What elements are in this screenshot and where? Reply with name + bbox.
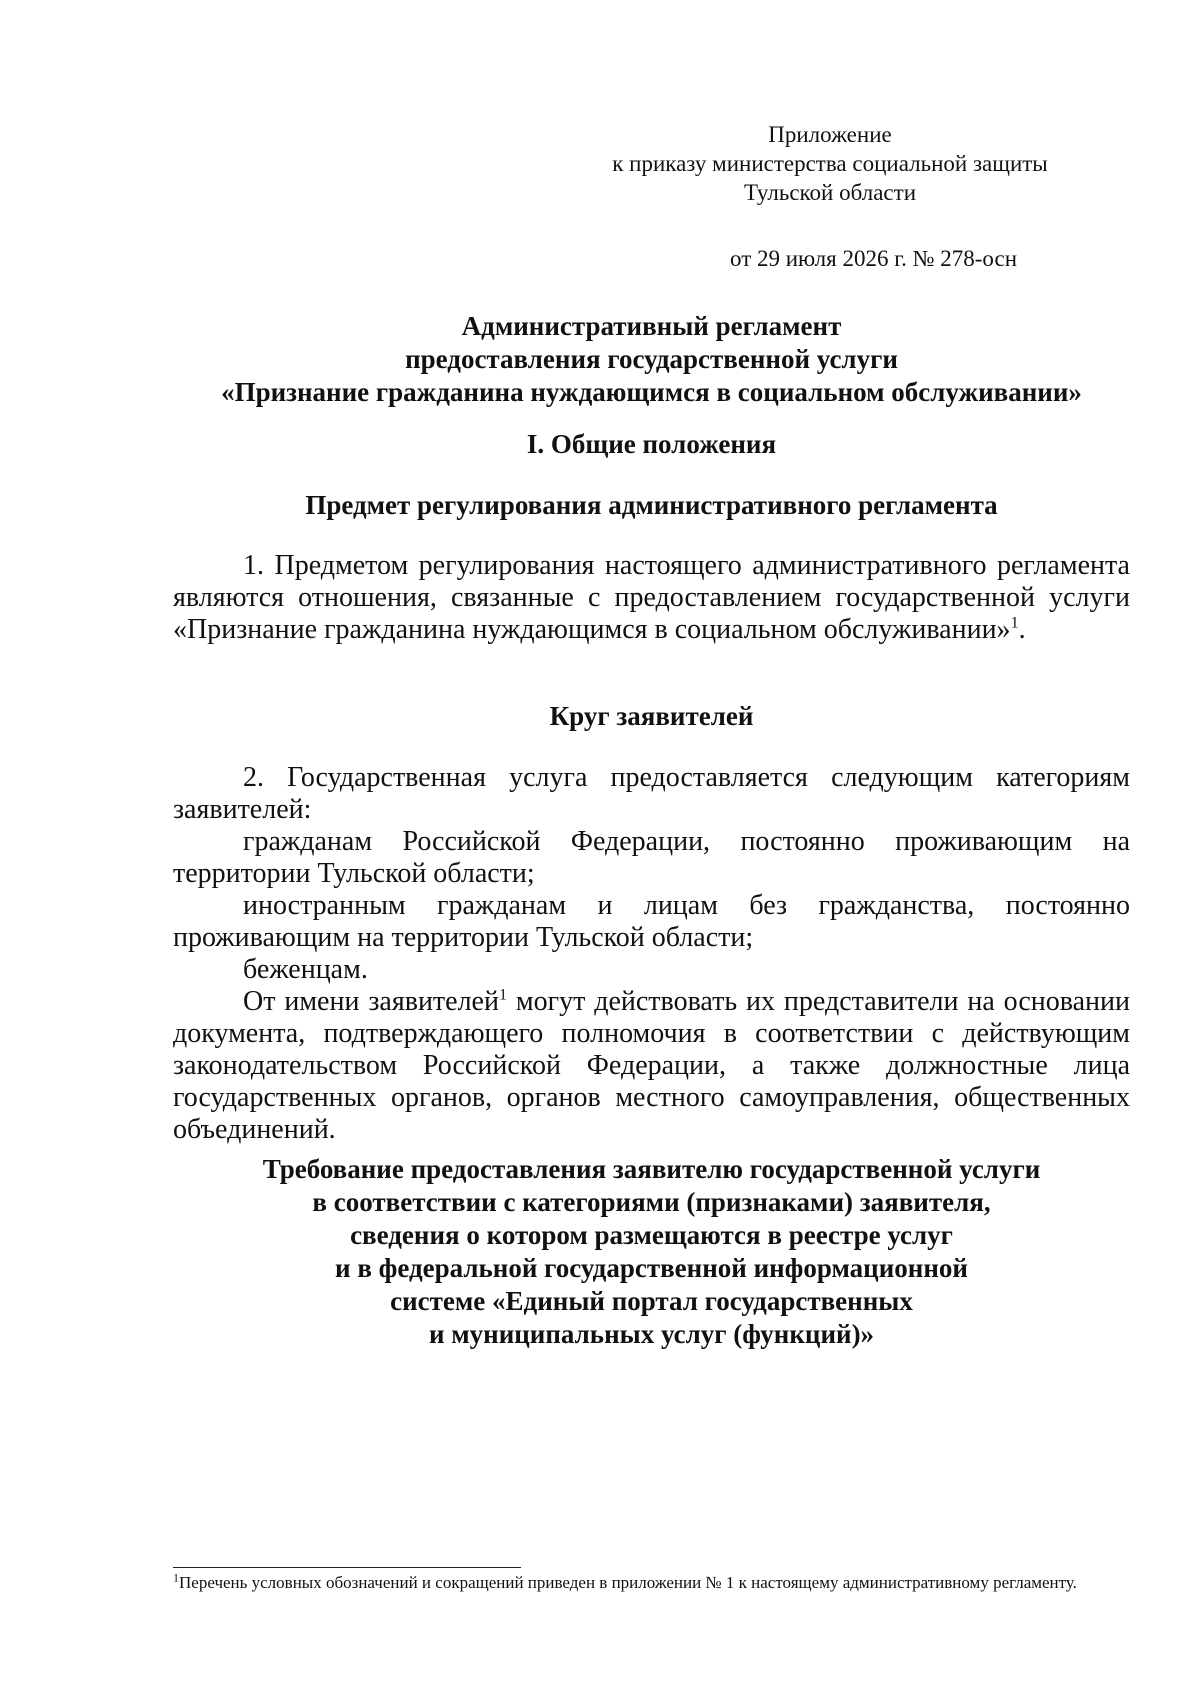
applicant-item-1: гражданам Российской Федерации, постоянно проживающим на территории Тульской области; — [173, 826, 1130, 889]
title-line-2: предоставления государственной услуги — [405, 344, 898, 374]
footnote-ref: 1 — [1010, 614, 1019, 632]
requirement-line-4: и в федеральной государственной информационной — [335, 1253, 968, 1283]
subheading-subject: Предмет регулирования административного регламента — [305, 490, 998, 520]
paragraph-2 — [173, 762, 1130, 1146]
paragraph-3 — [173, 986, 1130, 1146]
footnote — [173, 1570, 1130, 1596]
footnote-divider — [173, 1567, 521, 1568]
order-date-number: от 29 июля 2026 г. № 278-осн — [730, 246, 1018, 271]
applicant-item-3: беженцам. — [243, 954, 368, 985]
appendix-region: Тульской области — [743, 180, 917, 205]
title-line-1: Административный регламент — [461, 311, 842, 341]
paragraph-2-intro: 2. Государственная услуга предоставляется следующим категориям заявителей: — [173, 762, 1130, 825]
paragraph-1-text: 1. Предметом регулирования настоящего административного регламента являются отношения, связанные с предоставлением государственной услуги «Признание гражданина нуждающимся в социальном обслуживании» — [173, 550, 1130, 645]
section-heading: I. Общие положения — [526, 429, 777, 459]
paragraph-1 — [173, 550, 1130, 646]
paragraph-3-end: могут действовать их представители на основании документа, подтверждающего полномочия в соответствии с действующим законодательством Российской Федерации, а также должностные лица государственных органов, органов местного самоуправления, общественных объединений. — [173, 986, 1131, 1145]
appendix-label: Приложение — [768, 122, 892, 147]
subheading-applicants: Круг заявителей — [549, 701, 754, 731]
requirement-line-1: Требование предоставления заявителю государственной услуги — [262, 1154, 1041, 1184]
requirement-line-2: в соответствии с категориями (признаками) заявителя, — [312, 1187, 991, 1217]
paragraph-1-end: . — [1018, 614, 1026, 645]
paragraph-3-start: От имени заявителей — [243, 986, 499, 1017]
requirement-line-5: системе «Единый портал государственных — [390, 1286, 913, 1316]
appendix-order-ref: к приказу министерства социальной защиты — [612, 151, 1048, 176]
title-line-3: «Признание гражданина нуждающимся в социальном обслуживании» — [221, 377, 1082, 407]
appendix-header — [560, 120, 1100, 273]
document-title — [173, 310, 1130, 409]
footnote-text: Перечень условных обозначений и сокращений приведен в приложении № 1 к настоящему административному регламенту. — [179, 1573, 1077, 1592]
requirement-line-6: и муниципальных услуг (функций)» — [428, 1319, 875, 1349]
footnote-ref-2: 1 — [498, 986, 507, 1004]
requirement-line-3: сведения о котором размещаются в реестре услуг — [350, 1220, 953, 1250]
applicant-item-2: иностранным гражданам и лицам без гражданства, постоянно проживающим на территории Тульской области; — [173, 890, 1130, 953]
footnote-marker: 1 — [173, 1570, 179, 1585]
subheading-requirement — [173, 1153, 1130, 1351]
